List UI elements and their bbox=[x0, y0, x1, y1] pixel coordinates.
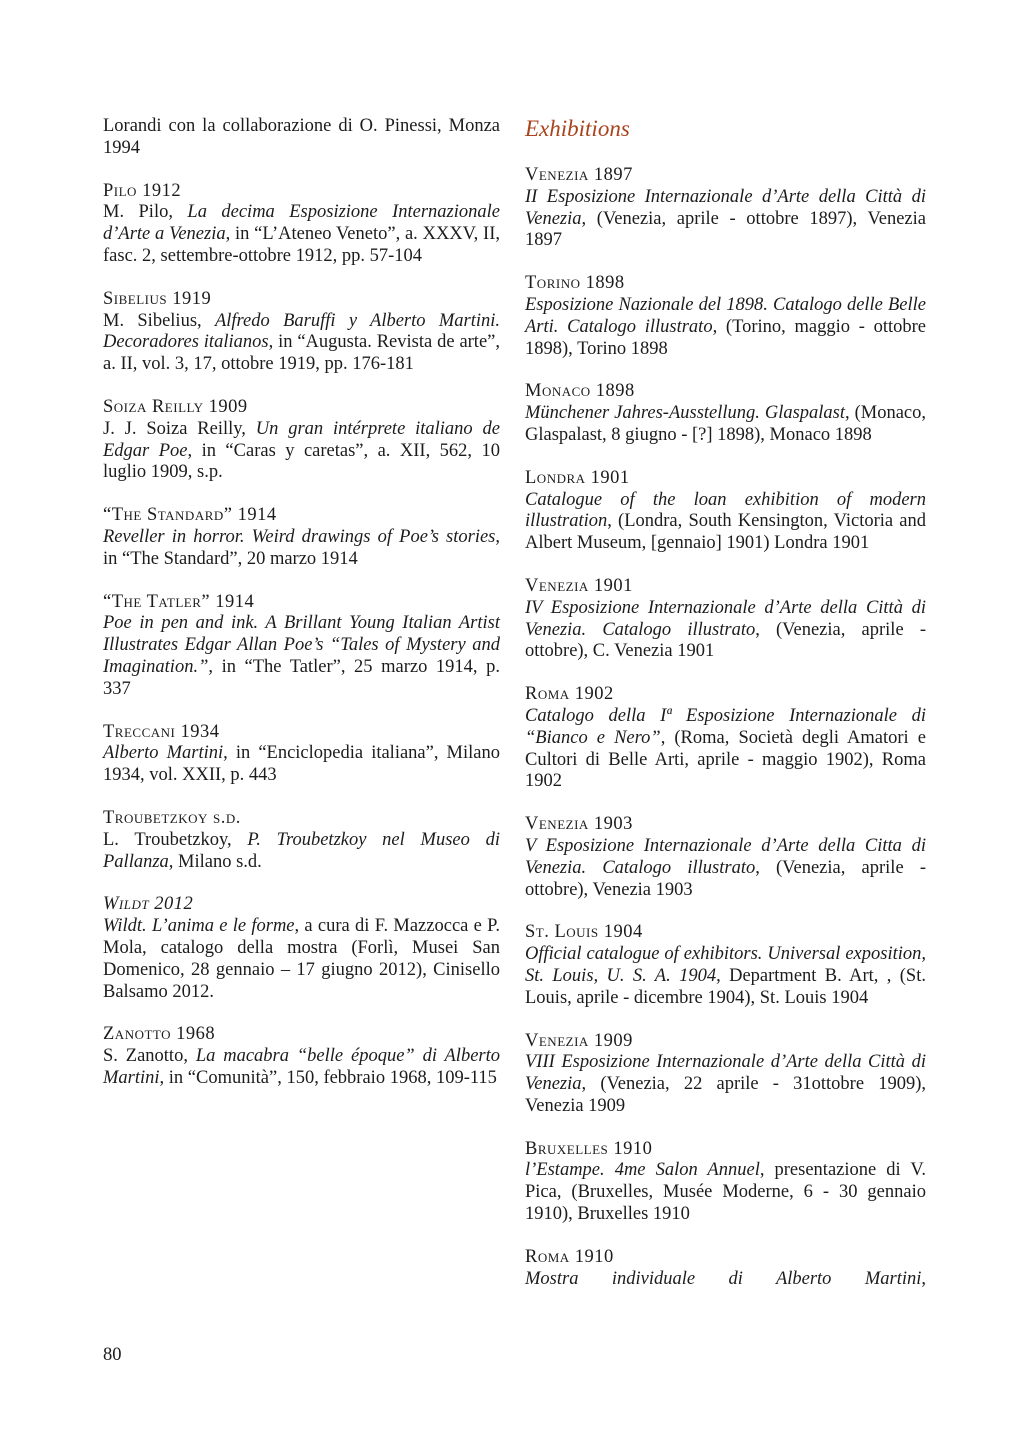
title-text-run: Official catalogue of exhibitors. Universal exposition, St. Louis, U. S. A. 1904 bbox=[525, 944, 926, 986]
title-text-run: Catalogue of the loan exhibition of modern illustration bbox=[525, 489, 926, 532]
bibliography-entry bbox=[525, 1247, 926, 1291]
entry-heading: Troubetzkoy s.d. bbox=[103, 807, 241, 828]
entry-body bbox=[525, 598, 926, 663]
entry-body bbox=[525, 490, 926, 555]
entry-heading: Venezia 1903 bbox=[525, 814, 633, 835]
entry-body bbox=[525, 836, 926, 901]
title-text-run: VIII Esposizione Internazionale d’Arte della Città di Venezia bbox=[525, 1052, 926, 1095]
text-run: , (Venezia, aprile - ottobre), Venezia 1903 bbox=[525, 857, 926, 900]
bibliography-entry bbox=[525, 576, 926, 663]
entry-heading: Zanotto 1968 bbox=[103, 1024, 216, 1045]
bibliography-entry bbox=[103, 181, 500, 268]
bibliography-entry bbox=[103, 1024, 500, 1089]
entry-heading: Venezia 1897 bbox=[525, 165, 633, 185]
bibliography-entry bbox=[525, 273, 926, 360]
text-run: , in “Caras y caretas”, a. XII, 562, 10 luglio 1909, s.p. bbox=[103, 440, 501, 483]
bibliography-entry bbox=[103, 592, 500, 701]
entry-body bbox=[103, 116, 500, 160]
text-run: , (Monaco, Glaspalast, 8 giugno - [?] 1898), Monaco 1898 bbox=[525, 403, 926, 445]
title-text-run: Alfredo Baruffi y Alberto Martini. Decoradores italianos bbox=[103, 310, 500, 353]
text-run: , in “Comunità”, 150, febbraio 1968, 109-115 bbox=[159, 1067, 497, 1088]
entry-body bbox=[525, 706, 926, 793]
title-text-run: IV Esposizione Internazionale d’Arte della Città di Venezia. Catalogo illustrato bbox=[525, 597, 926, 640]
text-run: , in “Enciclopedia italiana”, Milano 1934, vol. XXII, p. 443 bbox=[103, 743, 500, 786]
text-run: J. J. Soiza Reilly, bbox=[103, 418, 256, 439]
bibliography-entry bbox=[103, 505, 500, 570]
entry-heading: “The Tatler” 1914 bbox=[103, 591, 255, 612]
page-footer bbox=[103, 1345, 122, 1367]
entry-body bbox=[103, 830, 500, 874]
entry-body bbox=[103, 1046, 500, 1090]
text-run: , bbox=[921, 1268, 926, 1289]
entry-heading: Treccani 1934 bbox=[103, 721, 220, 742]
entry-heading: St. Louis 1904 bbox=[525, 922, 643, 943]
entry-heading: “The Standard” 1914 bbox=[103, 505, 277, 526]
bibliography-entry bbox=[525, 1139, 926, 1226]
entry-heading: Roma 1910 bbox=[525, 1246, 614, 1267]
text-run: , in “L’Ateneo Veneto”, a. XXXV, II, fasc. 2, settembre-ottobre 1912, pp. 57-104 bbox=[103, 224, 500, 266]
title-text-run: La macabra “belle époque” di Alberto Martini bbox=[103, 1046, 500, 1088]
bibliography-entry bbox=[103, 894, 500, 1003]
entry-body bbox=[103, 916, 500, 1003]
exhibitions-column bbox=[525, 116, 926, 1311]
entry-body bbox=[525, 1269, 926, 1291]
bibliography-column bbox=[103, 116, 500, 1311]
exhibitions-section-heading: Exhibitions bbox=[525, 116, 630, 141]
entry-heading: Soiza Reilly 1909 bbox=[103, 396, 248, 417]
text-run: , in “Augusta. Revista de arte”, a. II, vol. 3, 17, ottobre 1919, pp. 176-181 bbox=[103, 332, 500, 375]
title-text-run: Münchener Jahres-Ausstellung. Glaspalast bbox=[525, 403, 846, 424]
entry-body bbox=[103, 613, 500, 700]
title-text-run: Reveller in horror. Weird drawings of Poe’s stories bbox=[103, 526, 496, 547]
text-run: , (Venezia, aprile - ottobre 1897), Venezia 1897 bbox=[525, 208, 926, 251]
entry-body bbox=[525, 1160, 926, 1225]
page-number: 80 bbox=[103, 1345, 122, 1365]
entry-heading: Pilo 1912 bbox=[103, 180, 182, 201]
entry-heading: Torino 1898 bbox=[525, 273, 625, 294]
entry-body bbox=[525, 403, 926, 447]
bibliography-entry bbox=[103, 116, 500, 160]
bibliography-entry bbox=[525, 922, 926, 1009]
entry-heading: Venezia 1901 bbox=[525, 575, 633, 596]
title-text-run: II Esposizione Internazionale d’Arte della Città di Venezia bbox=[525, 186, 926, 229]
text-run: , Department B. Art, , (St. Louis, aprile - dicembre 1904), St. Louis 1904 bbox=[525, 965, 926, 1008]
entry-body bbox=[103, 202, 500, 267]
text-run: , (Roma, Società degli Amatori e Cultori di Belle Arti, aprile - maggio 1902), Roma 1902 bbox=[525, 727, 926, 792]
entry-body bbox=[103, 419, 500, 484]
entry-heading: Wildt 2012 bbox=[103, 894, 194, 915]
title-text-run: Alberto Martini bbox=[103, 743, 224, 764]
bibliography-entry bbox=[525, 1031, 926, 1118]
entry-heading: Bruxelles 1910 bbox=[525, 1138, 653, 1159]
text-run: L. Troubetzkoy, bbox=[103, 829, 248, 850]
title-text-run: Poe in pen and ink. A Brillant Young Italian Artist Illustrates Edgar Allan Poe’s “Tales of Mystery and Imagination.” bbox=[103, 613, 500, 677]
title-text-run: Esposizione Nazionale del 1898. Catalogo delle Belle Arti. Catalogo illustrato bbox=[525, 294, 926, 337]
text-run: , a cura di F. Mazzocca e P. Mola, catalogo della mostra (Forlì, Musei San Domenico, 28 gennaio – 17 giugno 2012), Cinisello Balsamo 2012. bbox=[103, 916, 500, 1002]
entry-heading: Monaco 1898 bbox=[525, 381, 635, 402]
entry-body bbox=[103, 743, 500, 787]
text-run: , presentazione di V. Pica, (Bruxelles, Musée Moderne, 6 - 30 gennaio 1910), Bruxelles 1910 bbox=[525, 1160, 926, 1225]
title-text-run: V Esposizione Internazionale d’Arte della Citta di Venezia. Catalogo illustrato bbox=[525, 835, 926, 878]
entry-heading: Sibelius 1919 bbox=[103, 288, 212, 309]
entry-body bbox=[525, 1052, 926, 1117]
title-text-run: Catalogo della Iª Esposizione Internazionale di “Bianco e Nero” bbox=[525, 705, 926, 748]
text-run: , (Venezia, 22 aprile - 31ottobre 1909), Venezia 1909 bbox=[525, 1074, 926, 1116]
bibliography-entry bbox=[103, 808, 500, 873]
bibliography-entry bbox=[525, 468, 926, 555]
title-text-run: Un gran intérprete italiano de Edgar Poe bbox=[103, 418, 500, 461]
text-run: , Milano s.d. bbox=[168, 851, 262, 872]
bibliography-entry bbox=[525, 381, 926, 446]
exhibitions-entries bbox=[525, 165, 926, 1290]
text-run: S. Zanotto, bbox=[103, 1046, 196, 1067]
text-run: , in “The Standard”, 20 marzo 1914 bbox=[103, 526, 500, 569]
text-run: , in “The Tatler”, 25 marzo 1914, p. 337 bbox=[103, 656, 500, 699]
entry-body bbox=[103, 527, 500, 571]
bibliography-entry bbox=[103, 722, 500, 787]
text-run: M. Sibelius, bbox=[103, 310, 215, 331]
bibliography-entry bbox=[103, 289, 500, 376]
text-run: M. Pilo, bbox=[103, 202, 188, 223]
text-run: , (Venezia, aprile - ottobre), C. Venezia 1901 bbox=[525, 619, 926, 662]
title-text-run: La decima Esposizione Internazionale d’Arte a Venezia bbox=[103, 202, 500, 245]
bibliography-entry bbox=[525, 814, 926, 901]
entry-heading: Londra 1901 bbox=[525, 467, 630, 488]
text-run: , (Torino, maggio - ottobre 1898), Torino 1898 bbox=[525, 316, 926, 359]
title-text-run: l’Estampe. 4me Salon Annuel bbox=[525, 1160, 760, 1181]
entry-body bbox=[525, 944, 926, 1009]
entry-heading: Roma 1902 bbox=[525, 684, 614, 705]
entry-heading: Venezia 1909 bbox=[525, 1030, 633, 1051]
page-columns bbox=[103, 116, 926, 1311]
bibliography-entry bbox=[103, 397, 500, 484]
bibliography-entry bbox=[525, 165, 926, 252]
entry-body bbox=[525, 295, 926, 360]
bibliography-entry bbox=[525, 684, 926, 793]
text-run: , (Londra, South Kensington, Victoria and Albert Museum, [gennaio] 1901) Londra 1901 bbox=[525, 511, 926, 554]
title-text-run: Mostra individuale di Alberto Martini bbox=[525, 1268, 922, 1289]
title-text-run: P. Troubetzkoy nel Museo di Pallanza bbox=[103, 829, 500, 872]
entry-body bbox=[525, 187, 926, 252]
text-run: Lorandi con la collaborazione di O. Pinessi, Monza 1994 bbox=[103, 116, 500, 158]
entry-body bbox=[103, 311, 500, 376]
title-text-run: Wildt. L’anima e le forme bbox=[103, 916, 295, 937]
